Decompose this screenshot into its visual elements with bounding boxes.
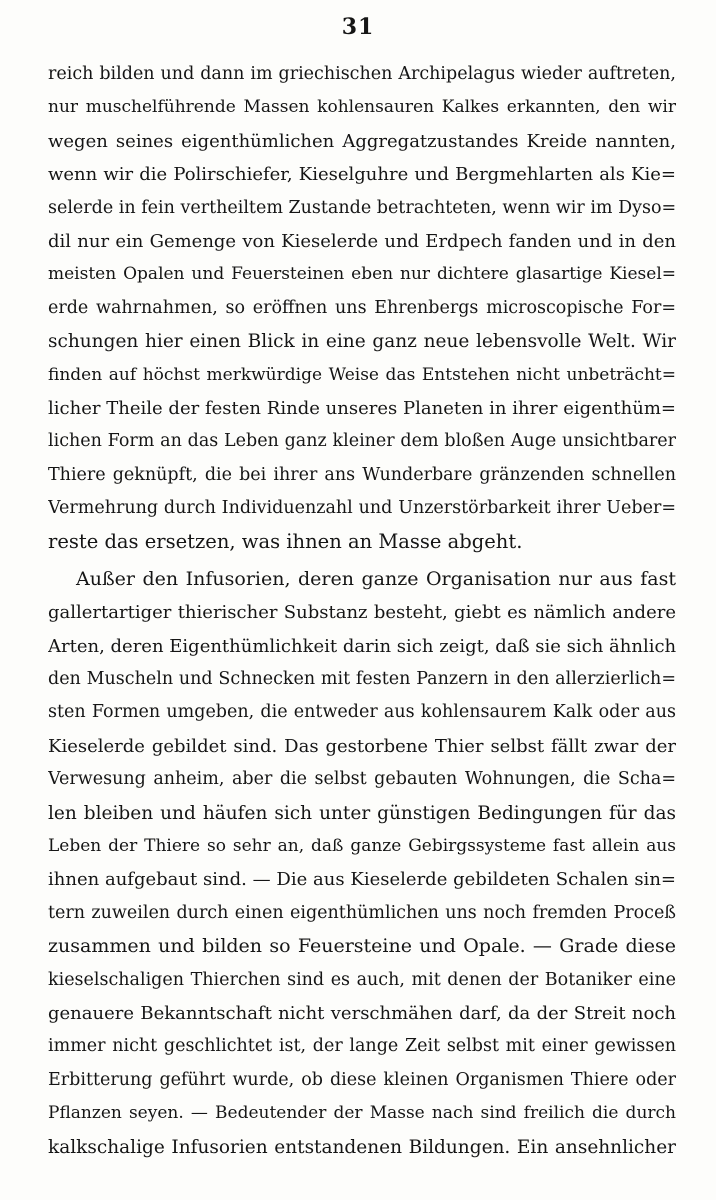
text-line: finden auf höchst merkwürdige Weise das Entstehen nicht unbeträcht= (48, 364, 676, 385)
text-line: ihnen aufgebaut sind. — Die aus Kieselerde gebildeten Schalen sin= (48, 869, 676, 891)
text-line: selerde in fein vertheiltem Zustande betrachteten, wenn wir im Dyso= (48, 197, 676, 218)
text-line: wenn wir die Polirschiefer, Kieselguhre und Bergmehlarten als Kie= (48, 164, 676, 186)
text-line: erde wahrnahmen, so eröffnen uns Ehrenbergs microscopische For= (48, 297, 676, 318)
text-line: immer nicht geschlichtet ist, der lange Zeit selbst mit einer gewissen (48, 1036, 676, 1057)
text-line: Pflanzen seyen. — Bedeutender der Masse nach sind freilich die durch (48, 1103, 676, 1124)
text-line: Leben der Thiere so sehr an, daß ganze Gebirgssysteme fast allein aus (48, 835, 676, 856)
text-line: licher Theile der festen Rinde unseres Planeten in ihrer eigenthüm= (48, 397, 676, 419)
text-line: genauere Bekanntschaft nicht verschmähen darf, da der Streit noch (48, 1002, 676, 1024)
text-line: kieselschaligen Thierchen sind es auch, mit denen der Botaniker eine (48, 969, 676, 990)
text-line: Erbitterung geführt wurde, ob diese kleinen Organismen Thiere oder (48, 1069, 676, 1090)
text-line: meisten Opalen und Feuersteinen eben nur dichtere glasartige Kiesel= (48, 264, 676, 285)
text-line: Arten, deren Eigenthümlichkeit darin sich zeigt, daß sie sich ähnlich (48, 635, 676, 657)
page-number: 31 (341, 14, 375, 40)
text-line: kalkschalige Infusorien entstandenen Bildungen. Ein ansehnlicher (48, 1136, 676, 1158)
paragraph-2 (48, 563, 676, 1164)
text-line: dil nur ein Gemenge von Kieselerde und Erdpech fanden und in den (48, 230, 676, 252)
text-line: gallertartiger thierischer Substanz besteht, giebt es nämlich andere (48, 602, 676, 624)
text-line: lichen Form an das Leben ganz kleiner dem bloßen Auge unsichtbarer (48, 431, 676, 452)
text-line: wegen seines eigenthümlichen Aggregatzustandes Kreide nannten, (48, 130, 676, 152)
text-line: schungen hier einen Blick in eine ganz neue lebensvolle Welt. Wir (48, 331, 676, 353)
text-line: Vermehrung durch Individuenzahl und Unzerstörbarkeit ihrer Ueber= (48, 498, 676, 519)
text-line: Kieselerde gebildet sind. Das gestorbene Thier selbst fällt zwar der (48, 735, 676, 757)
text-line: sten Formen umgeben, die entweder aus kohlensaurem Kalk oder aus (48, 702, 676, 723)
text-line: Verwesung anheim, aber die selbst gebauten Wohnungen, die Scha= (48, 769, 676, 790)
text-line: reste das ersetzen, was ihnen an Masse abgeht. (48, 530, 523, 554)
text-line: zusammen und bilden so Feuersteine und Opale. — Grade diese (48, 935, 676, 958)
text-line: len bleiben und häufen sich unter günstigen Bedingungen für das (48, 802, 676, 824)
body-text (48, 58, 676, 1164)
text-line: den Muscheln und Schnecken mit festen Panzern in den allerzierlich= (48, 669, 676, 690)
text-line: Thiere geknüpft, die bei ihrer ans Wunderbare gränzenden schnellen (48, 464, 676, 485)
text-line: tern zuweilen durch einen eigenthümlichen uns noch fremden Proceß (48, 902, 676, 923)
text-line: reich bilden und dann im griechischen Archipelagus wieder auftreten, (48, 64, 676, 84)
paragraph-1 (48, 58, 676, 559)
text-line: nur muschelführende Massen kohlensauren Kalkes erkannten, den wir (48, 97, 676, 118)
text-line: Außer den Infusorien, deren ganze Organisation nur aus fast (76, 567, 676, 590)
